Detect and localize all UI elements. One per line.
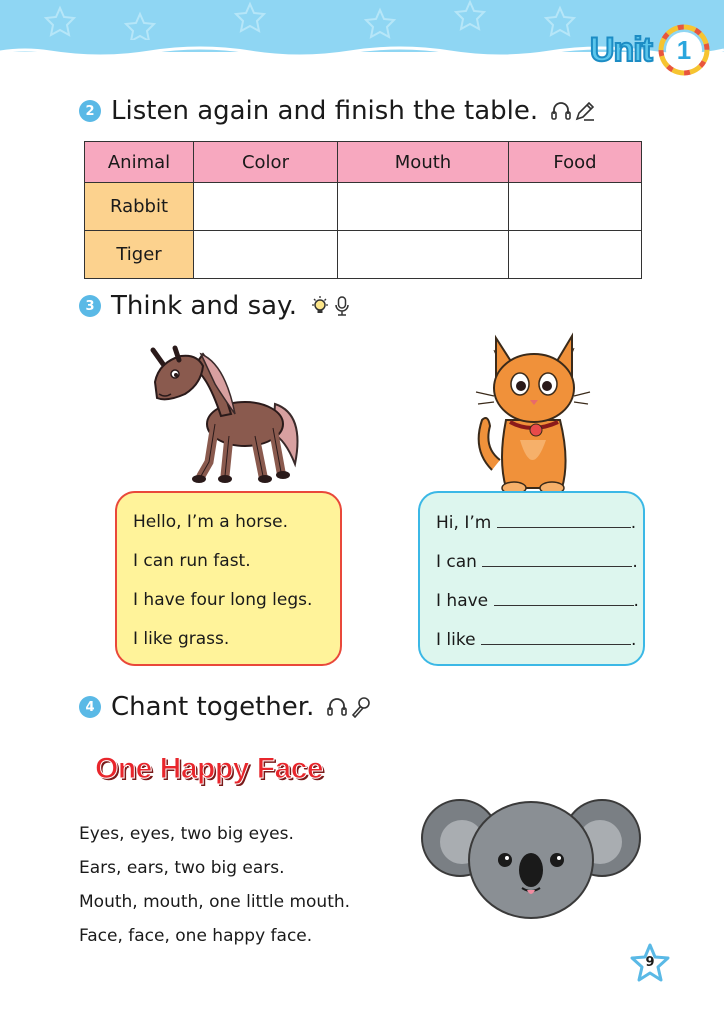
lightbulb-icon (309, 295, 331, 317)
section-4-heading (79, 692, 372, 722)
horse-line: I have four long legs. (133, 590, 313, 610)
answer-blank[interactable] (482, 548, 632, 567)
chant-line: Eyes, eyes, two big eyes. (79, 824, 294, 844)
table-header-row (85, 142, 642, 183)
table-header: Food (509, 142, 642, 183)
section-number: 3 (79, 295, 101, 317)
cat-line (436, 509, 643, 548)
chant-line: Ears, ears, two big ears. (79, 858, 285, 878)
cat-prompt: I like (436, 630, 476, 650)
answer-cell[interactable] (194, 183, 338, 231)
row-label: Rabbit (85, 183, 194, 231)
horse-illustration (145, 344, 310, 494)
section-number: 4 (79, 696, 101, 718)
period: . (630, 513, 637, 533)
cat-illustration (472, 330, 592, 495)
section-title: Think and say. (111, 291, 297, 321)
cat-prompt: I have (436, 591, 489, 611)
headphones-icon (550, 100, 572, 122)
section-3-heading (79, 291, 351, 321)
cat-speech-box (418, 491, 645, 666)
horse-speech-box (115, 491, 342, 666)
horse-line: I can run fast. (133, 551, 251, 571)
table-header: Color (194, 142, 338, 183)
answer-blank[interactable] (481, 626, 631, 645)
table-header: Mouth (337, 142, 508, 183)
unit-number-badge (658, 24, 710, 76)
answer-cell[interactable] (337, 183, 508, 231)
cat-prompt: Hi, I’m (436, 513, 492, 533)
answer-cell[interactable] (509, 231, 642, 279)
period: . (632, 552, 638, 572)
answer-blank[interactable] (497, 509, 631, 528)
unit-badge (589, 30, 692, 70)
answer-cell[interactable] (337, 231, 508, 279)
period: . (633, 591, 639, 611)
table-row (85, 183, 642, 231)
cat-line (436, 548, 643, 587)
unit-number: 1 (676, 35, 692, 65)
period: . (630, 630, 637, 650)
horse-line: Hello, I’m a horse. (133, 512, 288, 532)
answer-cell[interactable] (509, 183, 642, 231)
section-title: Listen again and finish the table. (111, 96, 539, 126)
chant-line: Face, face, one happy face. (79, 926, 313, 946)
chant-line: Mouth, mouth, one little mouth. (79, 892, 351, 912)
horse-line: I like grass. (133, 629, 230, 649)
microphone-icon (333, 295, 351, 317)
cat-line (436, 626, 643, 665)
page-number: 9 (645, 955, 655, 970)
section-2-heading (79, 96, 596, 126)
rainbow-ring-icon (658, 24, 710, 76)
answer-cell[interactable] (194, 231, 338, 279)
headphones-icon (326, 696, 348, 718)
unit-label: Unit (589, 30, 652, 69)
microphone-icon (350, 696, 372, 718)
row-label: Tiger (85, 231, 194, 279)
animal-table (84, 141, 642, 279)
pencil-icon (574, 100, 596, 122)
table-header: Animal (85, 142, 194, 183)
cat-line (436, 587, 643, 626)
chant-title: One Happy Face (95, 752, 324, 785)
cat-prompt: I can (436, 552, 477, 572)
table-row (85, 231, 642, 279)
section-title: Chant together. (111, 692, 315, 722)
section-number: 2 (79, 100, 101, 122)
chant-lines (79, 822, 350, 958)
answer-blank[interactable] (494, 587, 634, 606)
koala-illustration (420, 790, 642, 920)
